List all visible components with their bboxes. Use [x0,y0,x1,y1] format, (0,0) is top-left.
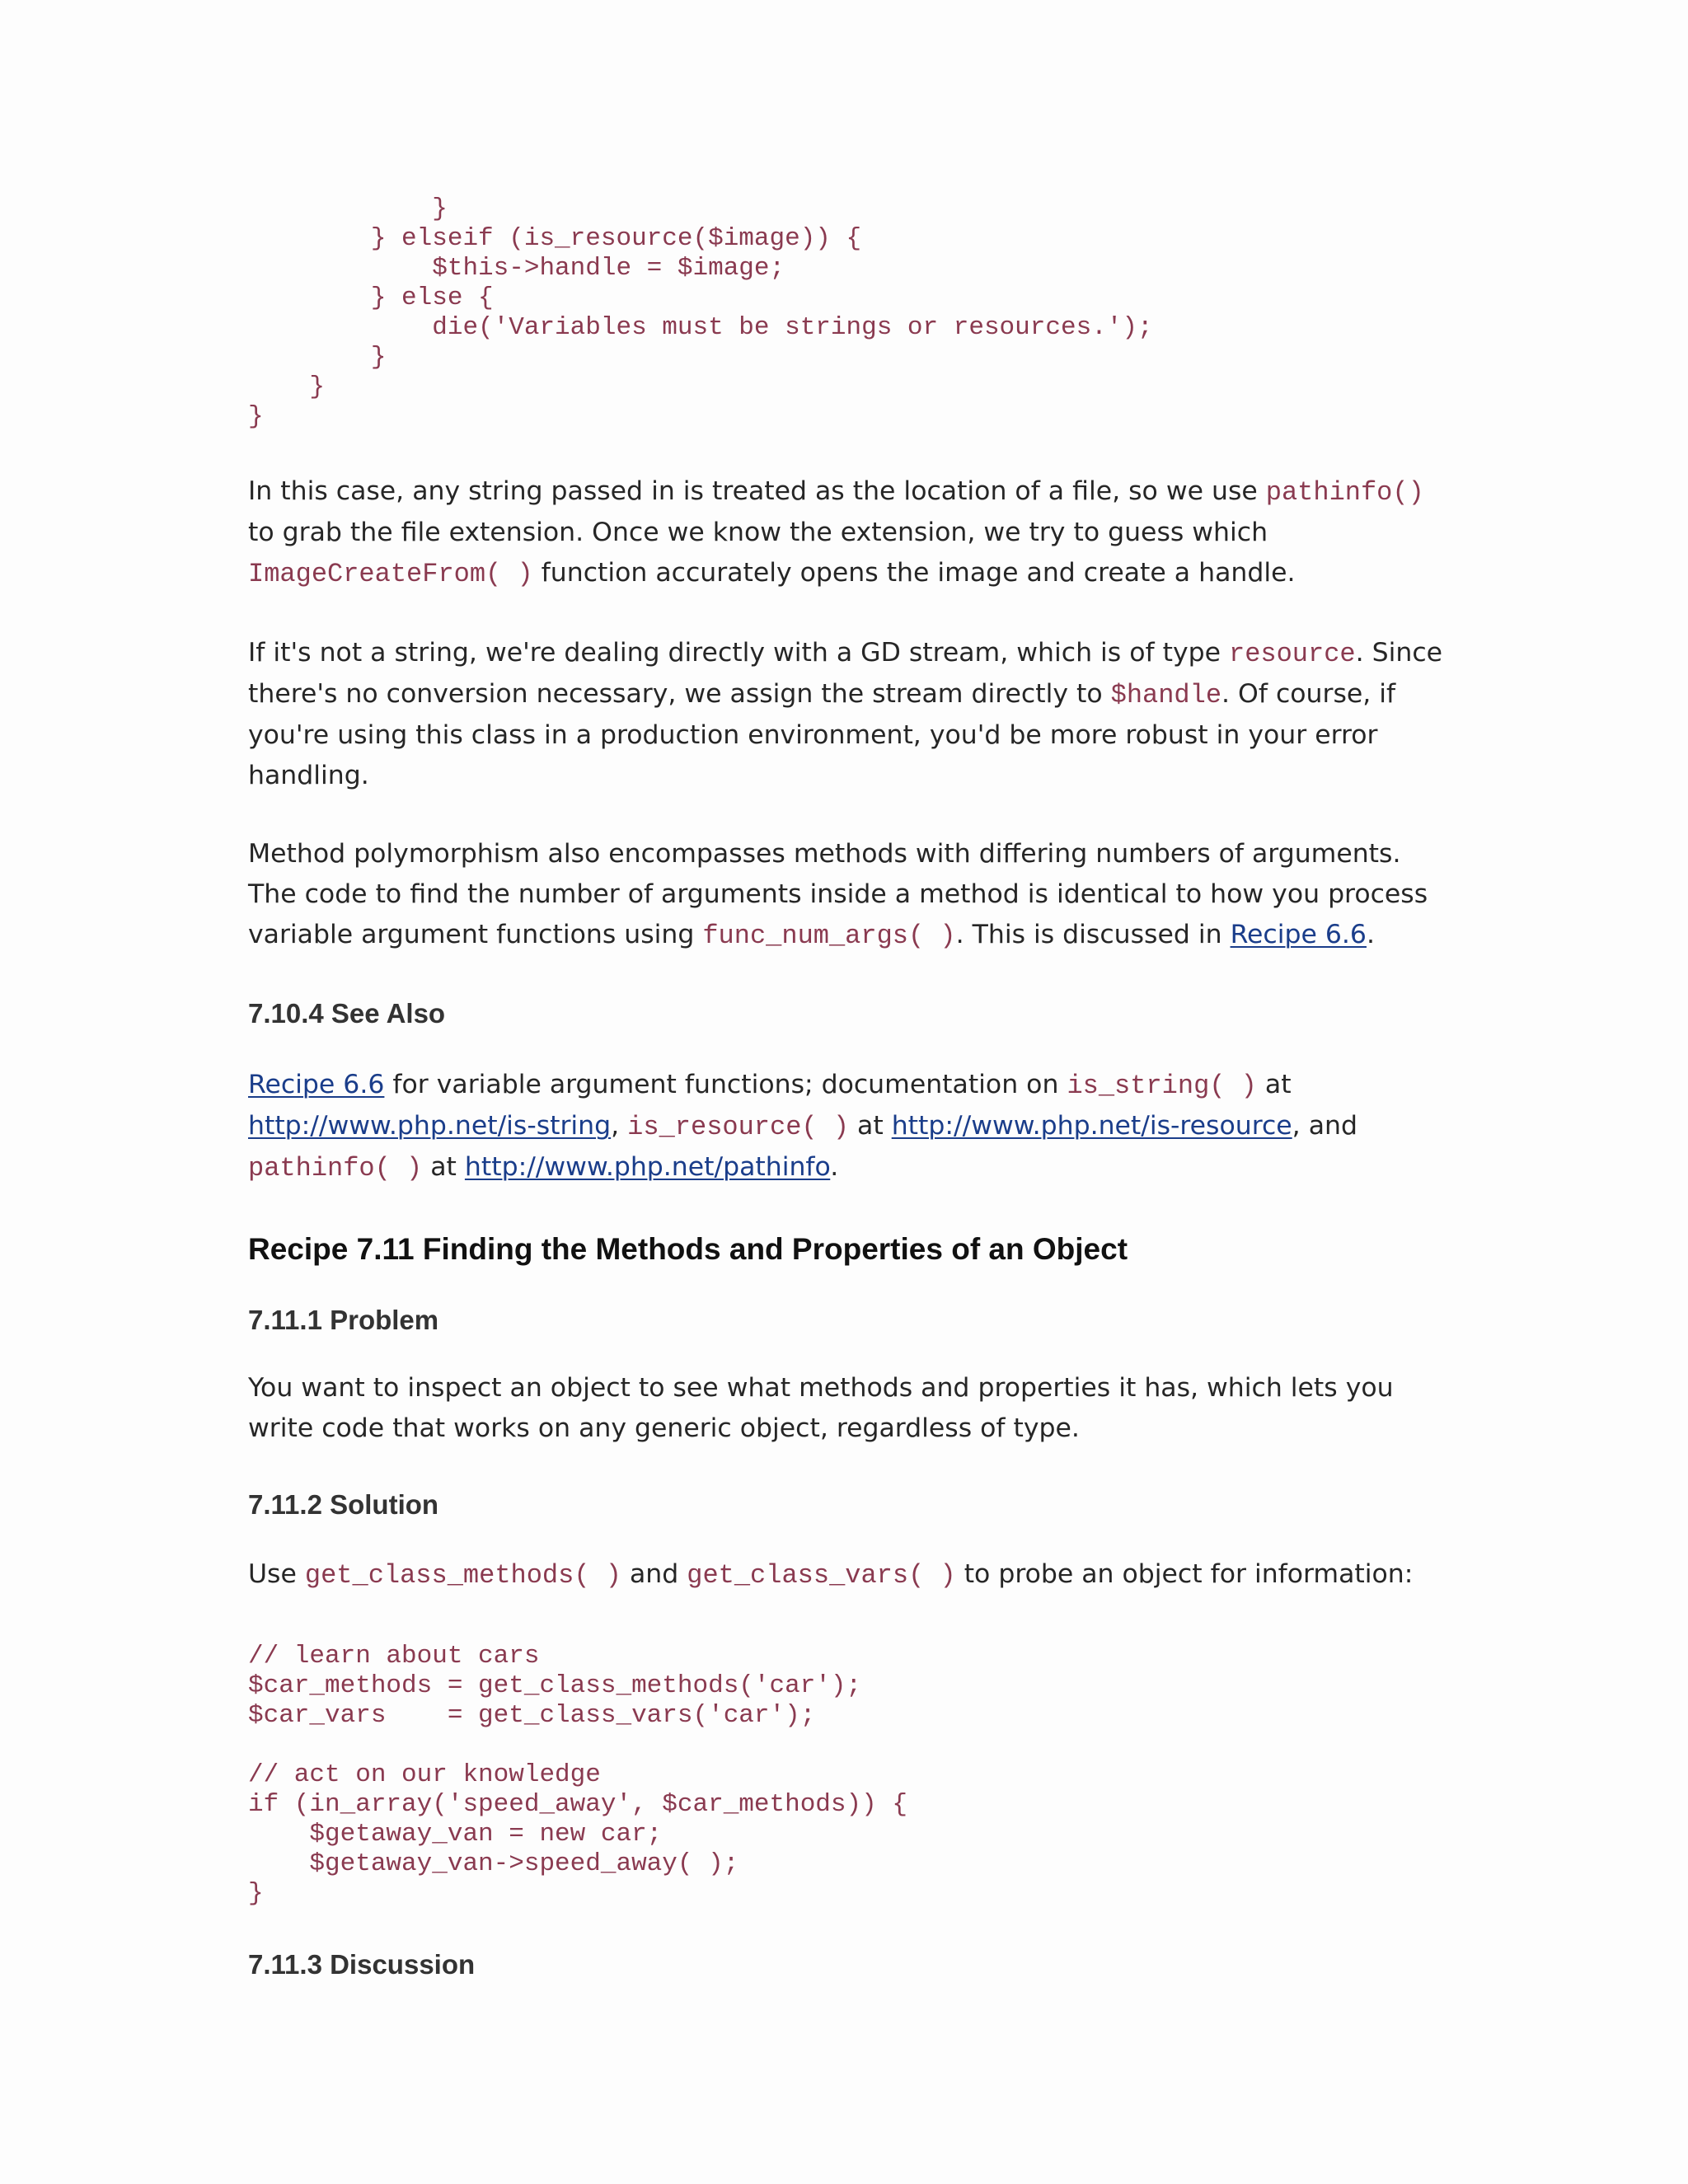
problem-text: You want to inspect an object to see what methods and properties it has, which lets you write code that works on any generic object, regardless of type. [248,1373,1394,1443]
text-run: . [830,1152,839,1182]
text-run: . [1366,920,1375,949]
text-run: to grab the file extension. Once we know the extension, we try to guess which [248,518,1268,547]
paragraph-polymorphism [248,834,1443,956]
inline-code: get_class_vars( ) [687,1560,956,1591]
discussion-heading: 7.11.3 Discussion [248,1949,476,1980]
pathinfo-doc-link[interactable]: http://www.php.net/pathinfo [464,1152,831,1182]
text-run: , and [1292,1111,1357,1141]
recipe-6-6-link[interactable]: Recipe 6.6 [1230,920,1367,949]
text-run: and [621,1559,687,1589]
paragraph-see-also [248,1065,1443,1188]
solution-text [248,1554,1443,1596]
text-run: at [1256,1070,1292,1099]
text-run: Use [248,1559,305,1589]
text-run: . Of course, if you're using this class in a production environment, you'd be more robust in your error handling. [248,679,1396,790]
inline-code: resource [1228,639,1356,669]
text-run: . This is discussed in [955,920,1231,949]
text-run: In this case, any string passed in is treated as the location of a file, so we use [248,476,1266,506]
text-run: for variable argument functions; documentation on [384,1070,1067,1099]
problem-heading: 7.11.1 Problem [248,1305,439,1335]
solution-heading: 7.11.2 Solution [248,1489,439,1520]
recipe-6-6-link[interactable]: Recipe 6.6 [248,1070,385,1099]
text-run: to probe an object for information: [955,1559,1414,1589]
is-string-doc-link[interactable]: http://www.php.net/is-string [248,1111,612,1141]
text-run: function accurately opens the image and create a handle. [532,558,1296,588]
text-run: , [611,1111,628,1141]
text-run: at [849,1111,892,1141]
text-run: If it's not a string, we're dealing directly with a GD stream, which is of type [248,638,1229,668]
paragraph-gd-stream [248,633,1443,796]
text-run: Method polymorphism also encompasses methods with differing numbers of arguments. The code to find the number of arguments inside a method is identical to how you process variable argument functions using [248,839,1428,949]
see-also-heading: 7.10.4 See Also [248,998,446,1029]
recipe-title: Recipe 7.11 Finding the Methods and Properties of an Object [248,1232,1128,1266]
paragraph-pathinfo [248,471,1443,594]
inline-code: is_string( ) [1067,1071,1257,1101]
inline-code: pathinfo() [1265,477,1424,508]
code-block-constructor-end: } } elseif (is_resource($image)) { $this->handle = $image; } else { die('Variables must be strings or resources.'); } } } [248,194,1153,431]
inline-code: pathinfo( ) [248,1153,423,1183]
inline-code: get_class_methods( ) [304,1560,621,1591]
text-run: . Since there's no conversion necessary, we assign the stream directly to [248,638,1443,709]
text-run: at [422,1152,465,1182]
inline-code: is_resource( ) [627,1112,850,1142]
inline-code: $handle [1110,680,1222,710]
inline-code: ImageCreateFrom( ) [248,559,533,589]
inline-code: func_num_args( ) [702,921,956,951]
is-resource-doc-link[interactable]: http://www.php.net/is-resource [891,1111,1292,1141]
code-block-solution: // learn about cars $car_methods = get_class_methods('car'); $car_vars = get_class_vars('car'); // act on our knowledge if (in_array('speed_away', $car_methods)) { $getaway_van = new car; $getaway_van->speed_away( ); } [248,1642,907,1908]
